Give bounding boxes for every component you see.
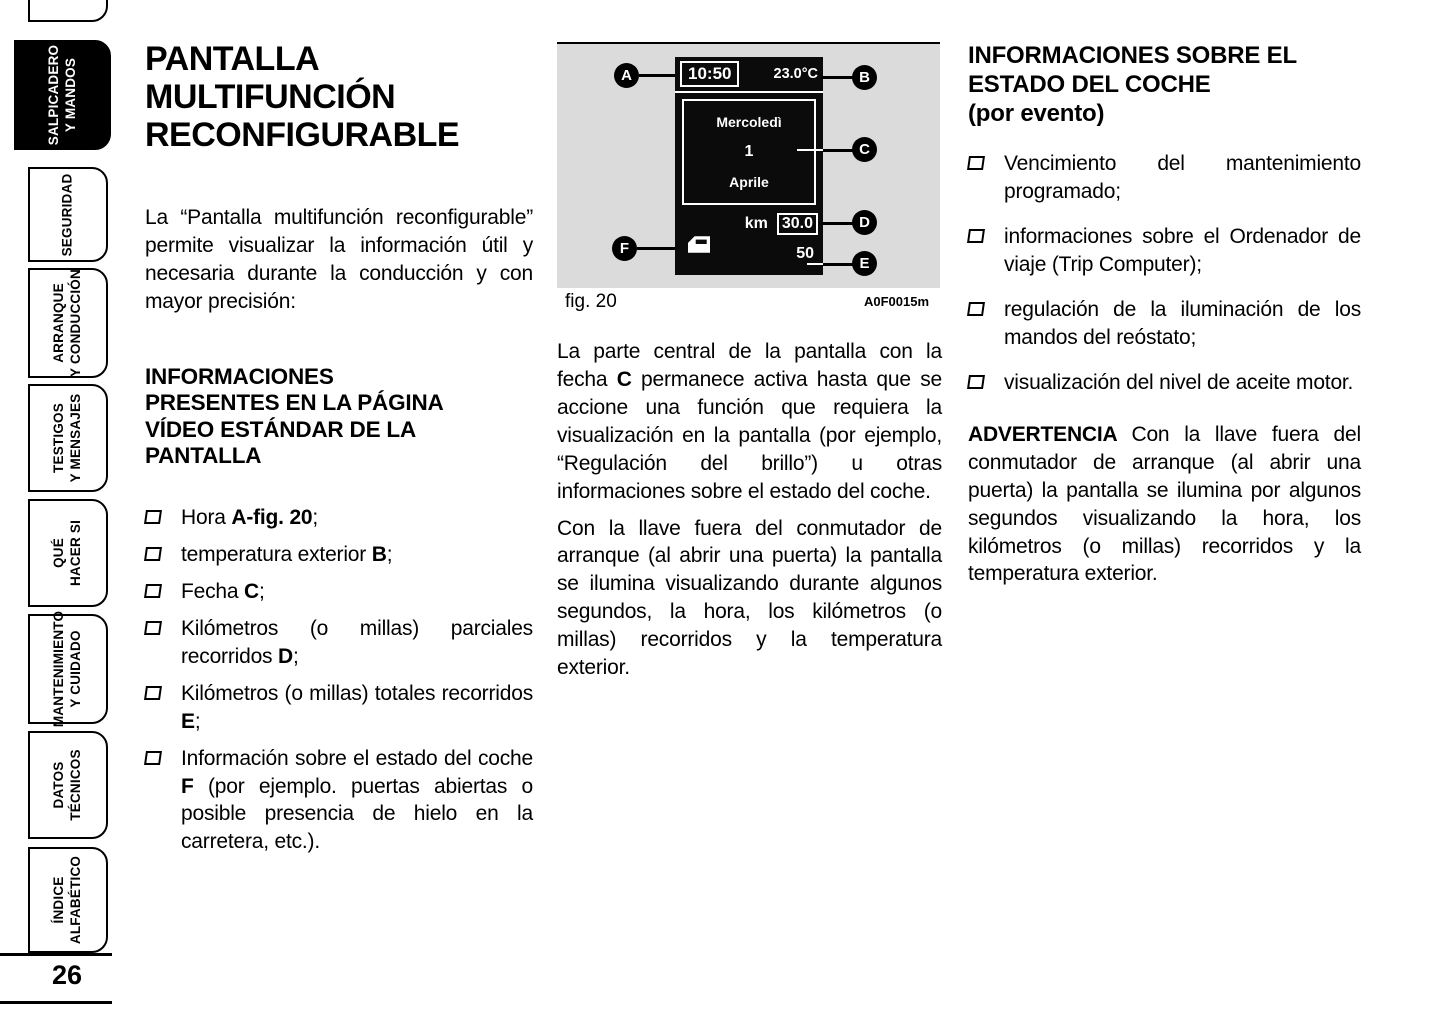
display-month: Aprile bbox=[729, 174, 769, 190]
callout-B: B bbox=[852, 65, 877, 90]
callout-line-E-inner bbox=[807, 263, 823, 265]
bullet-icon bbox=[145, 680, 181, 736]
open-door-icon bbox=[685, 233, 713, 255]
list-item-text: temperatura exterior B; bbox=[181, 543, 393, 567]
display-day-number: 1 bbox=[744, 143, 754, 160]
divider bbox=[0, 1001, 112, 1004]
column-right bbox=[968, 42, 1361, 588]
list-item-text: Fecha C; bbox=[181, 580, 265, 604]
page-number: 26 bbox=[52, 960, 83, 990]
section-heading-car-status: INFORMACIONES SOBRE EL ESTADO DEL COCHE (por evento) bbox=[968, 42, 1297, 127]
display-km-label: km bbox=[744, 215, 768, 232]
sidebar-tab-label: DATOS TÉCNICOS bbox=[51, 749, 83, 821]
bullet-icon bbox=[968, 296, 1004, 352]
callout-line-C bbox=[821, 149, 854, 152]
callout-line-E bbox=[821, 263, 854, 266]
callout-line-F bbox=[637, 247, 675, 250]
figure-code: A0F0015m bbox=[864, 294, 930, 309]
list-item-text: informaciones sobre el Ordenador de viaje (Trip Computer); bbox=[1004, 225, 1361, 277]
sidebar-tab-label: SALPICADERO Y MANDOS bbox=[45, 44, 78, 146]
list-item-text: visualización del nivel de aceite motor. bbox=[1004, 370, 1354, 394]
sidebar-tab-label: SEGURIDAD bbox=[59, 173, 75, 256]
figure-label: fig. 20 bbox=[565, 291, 617, 312]
callout-E: E bbox=[852, 251, 877, 276]
list-item-text: Información sobre el estado del coche F (por ejemplo. puertas abiertas o posible presencia de hielo en la carretera, etc.). bbox=[181, 746, 533, 854]
standard-page-info-list bbox=[145, 504, 533, 856]
display-total-km-value: 50 bbox=[796, 245, 814, 262]
list-item bbox=[968, 223, 1361, 279]
list-item-text: Kilómetros (o millas) totales recorridos E; bbox=[181, 681, 533, 733]
list-item bbox=[145, 541, 533, 569]
display-temperature: 23.0°C bbox=[773, 66, 818, 82]
sidebar-tab-mantenimiento-y-cuidado bbox=[28, 610, 108, 728]
paragraph-display-center: La parte central de la pantalla con la fecha C permanece activa hasta que se accione una función que requiera la visualización en la pantalla (por ejemplo, “Regulación del brillo”) u otras informaciones sobre el estado del coche. bbox=[557, 340, 942, 503]
list-item-text: Vencimiento del mantenimiento programado; bbox=[1004, 152, 1361, 204]
bullet-icon bbox=[968, 150, 1004, 206]
sidebar-tab-label: TESTIGOS Y MENSAJES bbox=[51, 393, 83, 483]
figure-20 bbox=[557, 42, 940, 288]
bullet-icon bbox=[145, 615, 181, 671]
sidebar-tab-label: QUÉ HACER SI bbox=[51, 519, 83, 587]
car-status-info-list bbox=[968, 150, 1361, 396]
multifunction-display bbox=[675, 57, 823, 275]
display-km-row bbox=[745, 213, 818, 235]
sidebar bbox=[0, 0, 118, 1019]
bullet-icon bbox=[145, 541, 181, 569]
sidebar-tab-label: ARRANQUE Y CONDUCCIÓN bbox=[51, 269, 83, 377]
sidebar-tab-salpicadero-y-mandos bbox=[14, 40, 111, 150]
callout-line-A bbox=[639, 74, 675, 77]
sidebar-tab-label: ÍNDICE ALFABÉTICO bbox=[51, 855, 83, 945]
callout-A: A bbox=[614, 63, 639, 88]
sidebar-tab-testigos-y-mensajes bbox=[28, 384, 108, 492]
bullet-icon bbox=[968, 369, 1004, 397]
list-item bbox=[145, 615, 533, 671]
column-left bbox=[145, 40, 533, 856]
list-item-text: regulación de la iluminación de los mandos del reóstato; bbox=[1004, 298, 1361, 349]
callout-line-C-inner bbox=[797, 149, 823, 151]
callout-line-D bbox=[821, 222, 854, 225]
paragraph-key-out: Con la llave fuera del conmutador de arranque (al abrir una puerta) la pantalla se ilumina visualizando durante algunos segundos, la hora, los kilómetros (o millas) recorridos y la temperatura exterior. bbox=[557, 516, 942, 680]
display-weekday: Mercoledì bbox=[716, 114, 782, 130]
intro-paragraph: La “Pantalla multifunción reconfigurable” permite visualizar la información útil y necesaria durante la conducción y con mayor precisión: bbox=[145, 206, 533, 313]
list-item bbox=[145, 745, 533, 857]
sidebar-tab-arranque-y-conduccion bbox=[28, 268, 108, 378]
display-time: 10:50 bbox=[680, 61, 739, 87]
sidebar-tab-datos-tecnicos bbox=[28, 731, 108, 839]
callout-line-B bbox=[821, 76, 854, 79]
sidebar-tab-que-hacer-si bbox=[28, 499, 108, 607]
callout-D: D bbox=[852, 210, 877, 235]
callout-C: C bbox=[852, 137, 877, 162]
column-center bbox=[557, 338, 942, 691]
display-top-row bbox=[675, 57, 823, 93]
list-item-text: Hora A-fig. 20; bbox=[181, 506, 319, 530]
section-heading-standard-page: INFORMACIONES PRESENTES EN LA PÁGINA VÍDEO ESTÁNDAR DE LA PANTALLA bbox=[145, 363, 444, 468]
warning-paragraph: ADVERTENCIA Con la llave fuera del conmutador de arranque (al abrir una puerta) la pantalla se ilumina por algunos segundos visualizando la hora, los kilómetros (o millas) recorridos y la temperatura exterior. bbox=[968, 422, 1361, 586]
callout-F: F bbox=[612, 236, 637, 261]
list-item bbox=[145, 578, 533, 606]
sidebar-tab-stub bbox=[28, 0, 108, 22]
sidebar-tab-seguridad bbox=[28, 167, 108, 262]
sidebar-tab-indice-alfabetico bbox=[28, 847, 108, 953]
display-date-box bbox=[682, 99, 816, 205]
divider bbox=[0, 953, 112, 956]
list-item bbox=[968, 369, 1361, 397]
bullet-icon bbox=[145, 504, 181, 532]
bullet-icon bbox=[968, 223, 1004, 279]
list-item bbox=[145, 680, 533, 736]
bullet-icon bbox=[145, 578, 181, 606]
page-title: PANTALLA MULTIFUNCIÓN RECONFIGURABLE bbox=[145, 40, 460, 155]
bullet-icon bbox=[145, 745, 181, 857]
sidebar-tab-label: MANTENIMIENTO Y CUIDADO bbox=[51, 610, 83, 728]
display-trip-km-value: 30.0 bbox=[777, 213, 818, 235]
list-item bbox=[145, 504, 533, 532]
list-item-text: Kilómetros (o millas) parciales recorridos D; bbox=[181, 616, 533, 668]
list-item bbox=[968, 150, 1361, 206]
list-item bbox=[968, 296, 1361, 352]
